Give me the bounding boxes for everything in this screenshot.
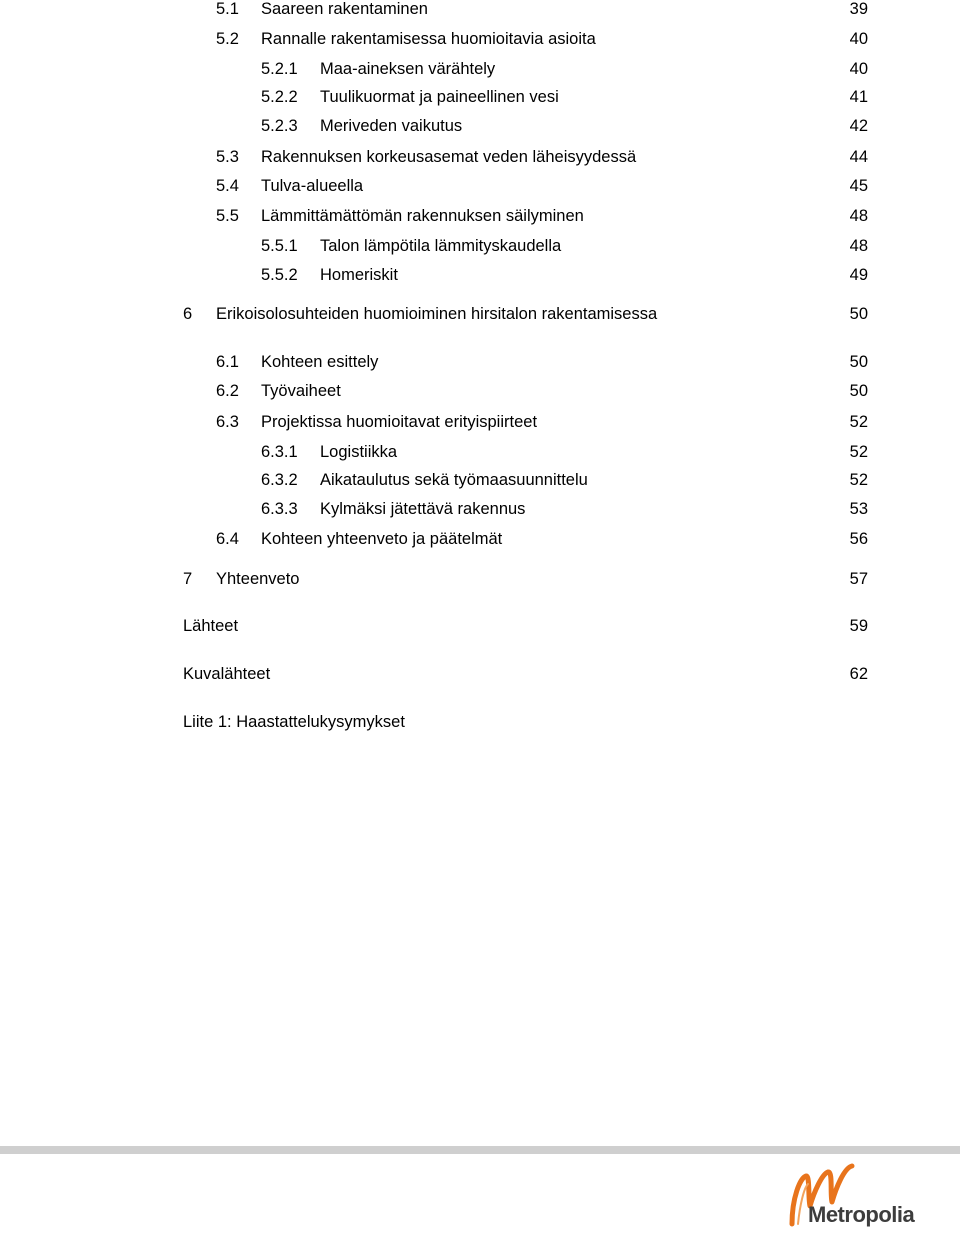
toc-chapter[interactable] bbox=[183, 614, 868, 638]
toc-entry-number: 6.3 bbox=[216, 413, 239, 431]
toc-entry-title: Liite 1: Haastattelukysymykset bbox=[183, 713, 405, 731]
toc-entry-page: 50 bbox=[849, 382, 868, 400]
toc-entry-number: 6.3.1 bbox=[261, 443, 298, 461]
toc-entry-title: Työvaiheet bbox=[261, 382, 341, 400]
toc-entry[interactable] bbox=[261, 114, 868, 138]
toc-entry-title: Tuulikuormat ja paineellinen vesi bbox=[320, 88, 559, 106]
toc-entry-page: 42 bbox=[849, 117, 868, 135]
toc-entry-page: 40 bbox=[849, 30, 868, 48]
toc-entry[interactable] bbox=[216, 145, 868, 169]
toc-entry[interactable] bbox=[216, 27, 868, 51]
toc-entry[interactable] bbox=[216, 410, 868, 434]
toc-entry-title: Saareen rakentaminen bbox=[261, 0, 428, 18]
toc-entry-number: 6.3.3 bbox=[261, 500, 298, 518]
toc-chapter[interactable] bbox=[183, 662, 868, 686]
toc-entry[interactable] bbox=[261, 497, 868, 521]
toc-entry-number: 5.2.1 bbox=[261, 60, 298, 78]
toc-entry-number: 5.5.1 bbox=[261, 237, 298, 255]
toc-entry-number: 5.3 bbox=[216, 148, 239, 166]
toc-entry-page: 52 bbox=[849, 471, 868, 489]
toc-entry-number: 5.2 bbox=[216, 30, 239, 48]
toc-entry-title: Kuvalähteet bbox=[183, 665, 271, 683]
toc-entry-page: 39 bbox=[849, 0, 868, 18]
toc-entry[interactable] bbox=[261, 57, 868, 81]
toc-entry-page: 50 bbox=[849, 353, 868, 371]
toc-entry-number: 6.1 bbox=[216, 353, 239, 371]
toc-chapter[interactable] bbox=[183, 567, 868, 591]
toc-entry-title: Aikataulutus sekä työmaasuunnittelu bbox=[320, 471, 588, 489]
toc-entry-page: 44 bbox=[849, 148, 868, 166]
toc-chapter[interactable] bbox=[183, 710, 868, 734]
toc-entry-page: 56 bbox=[849, 530, 868, 548]
toc-entry-title: Lämmittämättömän rakennuksen säilyminen bbox=[261, 207, 584, 225]
toc-entry-page: 53 bbox=[849, 500, 868, 518]
toc-entry-page: 41 bbox=[849, 88, 868, 106]
toc-entry[interactable] bbox=[261, 440, 868, 464]
toc-entry-number: 5.1 bbox=[216, 0, 239, 18]
toc-entry-title: Maa-aineksen värähtely bbox=[320, 60, 496, 78]
toc-entry-title: Erikoisolosuhteiden huomioiminen hirsitalon rakentamisessa bbox=[216, 305, 658, 323]
toc-entry-page: 45 bbox=[849, 177, 868, 195]
toc-entry-number: 5.5 bbox=[216, 207, 239, 225]
toc-entry[interactable] bbox=[216, 350, 868, 374]
toc-entry-title: Lähteet bbox=[183, 617, 239, 635]
toc-entry-title: Kylmäksi jätettävä rakennus bbox=[320, 500, 526, 518]
toc-entry-page: 50 bbox=[849, 305, 868, 323]
toc-entry-title: Kohteen esittely bbox=[261, 353, 379, 371]
toc-entry[interactable] bbox=[216, 527, 868, 551]
logo-wordmark: Metropolia bbox=[808, 1202, 915, 1227]
toc-entry-page: 48 bbox=[849, 237, 868, 255]
toc-entry-page: 62 bbox=[849, 665, 868, 683]
toc-entry-number: 5.2.3 bbox=[261, 117, 298, 135]
toc-entry-number: 5.2.2 bbox=[261, 88, 298, 106]
toc-entry[interactable] bbox=[261, 468, 868, 492]
toc-entry-number: 6.4 bbox=[216, 530, 239, 548]
metropolia-logo bbox=[770, 1158, 950, 1232]
toc-entry-number: 6.2 bbox=[216, 382, 239, 400]
toc-entry[interactable] bbox=[216, 204, 868, 228]
toc-entry-number: 5.5.2 bbox=[261, 266, 298, 284]
toc-entry-number: 6 bbox=[183, 305, 193, 323]
toc-entry-title: Yhteenveto bbox=[216, 570, 300, 588]
toc-entry-number: 7 bbox=[183, 570, 193, 588]
toc-entry-number: 6.3.2 bbox=[261, 471, 298, 489]
toc-entry-page: 48 bbox=[849, 207, 868, 225]
toc-entry-title: Rannalle rakentamisessa huomioitavia asioita bbox=[261, 30, 596, 48]
toc-entry-page: 40 bbox=[849, 60, 868, 78]
toc-entry-page: 52 bbox=[849, 443, 868, 461]
toc-entry-page: 57 bbox=[849, 570, 868, 588]
toc-entry-title: Kohteen yhteenveto ja päätelmät bbox=[261, 530, 503, 548]
toc-entry-number: 5.4 bbox=[216, 177, 239, 195]
toc-entry-title: Projektissa huomioitavat erityispiirteet bbox=[261, 413, 538, 431]
toc-entry-page: 52 bbox=[849, 413, 868, 431]
footer-divider bbox=[0, 1146, 960, 1154]
toc-entry-title: Rakennuksen korkeusasemat veden läheisyydessä bbox=[261, 148, 637, 166]
toc-entry[interactable] bbox=[261, 263, 868, 287]
toc-entry[interactable] bbox=[216, 379, 868, 403]
toc-entry-title: Homeriskit bbox=[320, 266, 398, 284]
toc-entry[interactable] bbox=[216, 0, 868, 21]
toc-entry-page: 49 bbox=[849, 266, 868, 284]
toc-entry[interactable] bbox=[216, 174, 868, 198]
toc-chapter[interactable] bbox=[183, 302, 868, 326]
toc-entry-title: Logistiikka bbox=[320, 443, 398, 461]
toc-entry-title: Talon lämpötila lämmityskaudella bbox=[320, 237, 562, 255]
toc-entry[interactable] bbox=[261, 85, 868, 109]
toc-entry-title: Tulva-alueella bbox=[261, 177, 364, 195]
toc-entry-page: 59 bbox=[849, 617, 868, 635]
toc-entry-title: Meriveden vaikutus bbox=[320, 117, 463, 135]
toc-entry[interactable] bbox=[261, 234, 868, 258]
